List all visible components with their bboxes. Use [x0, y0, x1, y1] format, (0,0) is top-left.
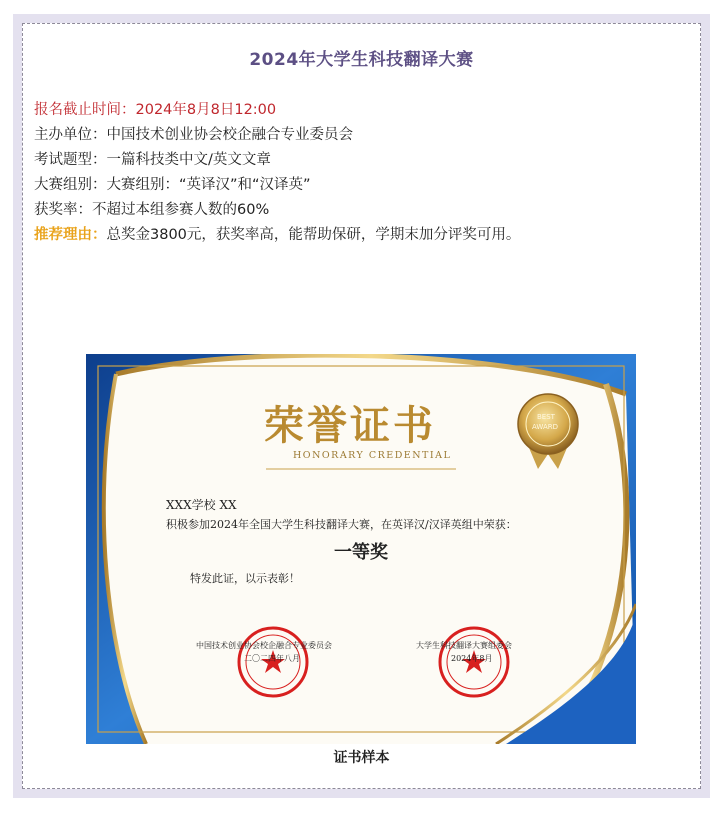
issuer-left: 中国技术创业协会校企融合专业委员会 [196, 641, 332, 650]
info-list [34, 98, 520, 248]
certificate-subheading: HONORARY CREDENTIAL [293, 450, 452, 461]
date-left: 二〇二四年八月 [244, 654, 300, 663]
issuer-right: 大学生科技翻译大赛组委会 [416, 641, 512, 650]
certificate-caption: 证书样本 [333, 750, 390, 766]
groups-text: 大赛组别：大赛组别：“英译汉”和“汉译英” [34, 177, 311, 193]
certificate-body: 积极参加2024年全国大学生科技翻译大赛，在英译汉/汉译英组中荣获： [166, 518, 517, 531]
date-right: 2024年8月 [451, 654, 493, 663]
badge-line2: AWARD [532, 423, 558, 431]
certificate-recipient: XXX学校 XX [166, 498, 237, 512]
content-card [22, 23, 701, 789]
organizer-text: 主办单位：中国技术创业协会校企融合专业委员会 [34, 127, 353, 143]
reason-row [34, 223, 520, 248]
certificate-image [86, 354, 636, 744]
exam-type-text: 考试题型：一篇科技类中文/英文文章 [34, 152, 271, 168]
deadline-text: 报名截止时间：2024年8月8日12:00 [34, 102, 277, 118]
certificate-prize: 一等奖 [334, 542, 388, 563]
certificate-heading: 荣誉证书 [264, 402, 436, 449]
award-rate-text: 获奖率：不超过本组参赛人数的60% [34, 202, 270, 218]
badge-line1: BEST [537, 413, 555, 421]
reason-label: 推荐理由： [34, 227, 107, 243]
certificate-closing: 特发此证，以示表彰！ [190, 572, 300, 585]
reason-text: 总奖金3800元，获奖率高，能帮助保研，学期末加分评奖可用。 [106, 227, 521, 243]
page-title: 2024年大学生科技翻译大赛 [249, 50, 474, 70]
